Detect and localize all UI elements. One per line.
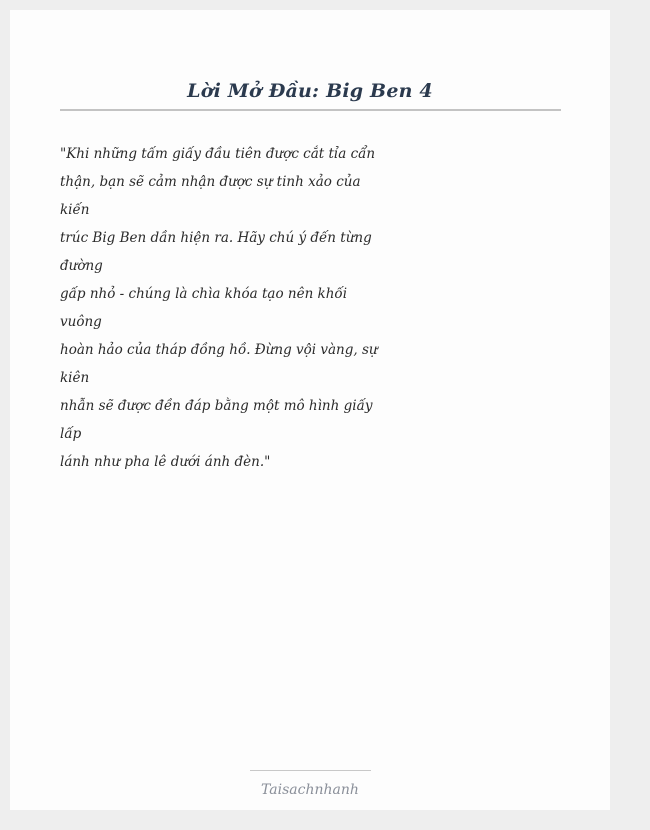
- document-page: [10, 10, 610, 810]
- page-title: Lời Mở Đầu: Big Ben 4: [187, 80, 433, 102]
- body-line: nhẫn sẽ được đền đáp bằng một mô hình giấy: [60, 398, 373, 414]
- body-line: trúc Big Ben dần hiện ra. Hãy chú ý đến từng: [60, 230, 372, 246]
- body-line: lấp: [60, 426, 82, 442]
- body-line: kiên: [60, 370, 90, 386]
- body-line: đường: [60, 258, 103, 274]
- body-line: gấp nhỏ - chúng là chìa khóa tạo nên khối: [60, 286, 348, 302]
- footer-divider: [250, 770, 371, 771]
- body-line: kiến: [60, 202, 90, 218]
- body-line: thận, bạn sẽ cảm nhận được sự tinh xảo của: [60, 174, 361, 190]
- title-divider: [60, 109, 561, 111]
- footer-brand: Taisachnhanh: [261, 782, 359, 798]
- body-paragraph: [60, 140, 378, 476]
- body-line: hoàn hảo của tháp đồng hồ. Đừng vội vàng, sự: [60, 342, 378, 358]
- body-line: lánh như pha lê dưới ánh đèn.": [60, 454, 271, 470]
- body-line: vuông: [60, 314, 102, 330]
- body-line: "Khi những tấm giấy đầu tiên được cắt tỉa cẩn: [60, 146, 376, 162]
